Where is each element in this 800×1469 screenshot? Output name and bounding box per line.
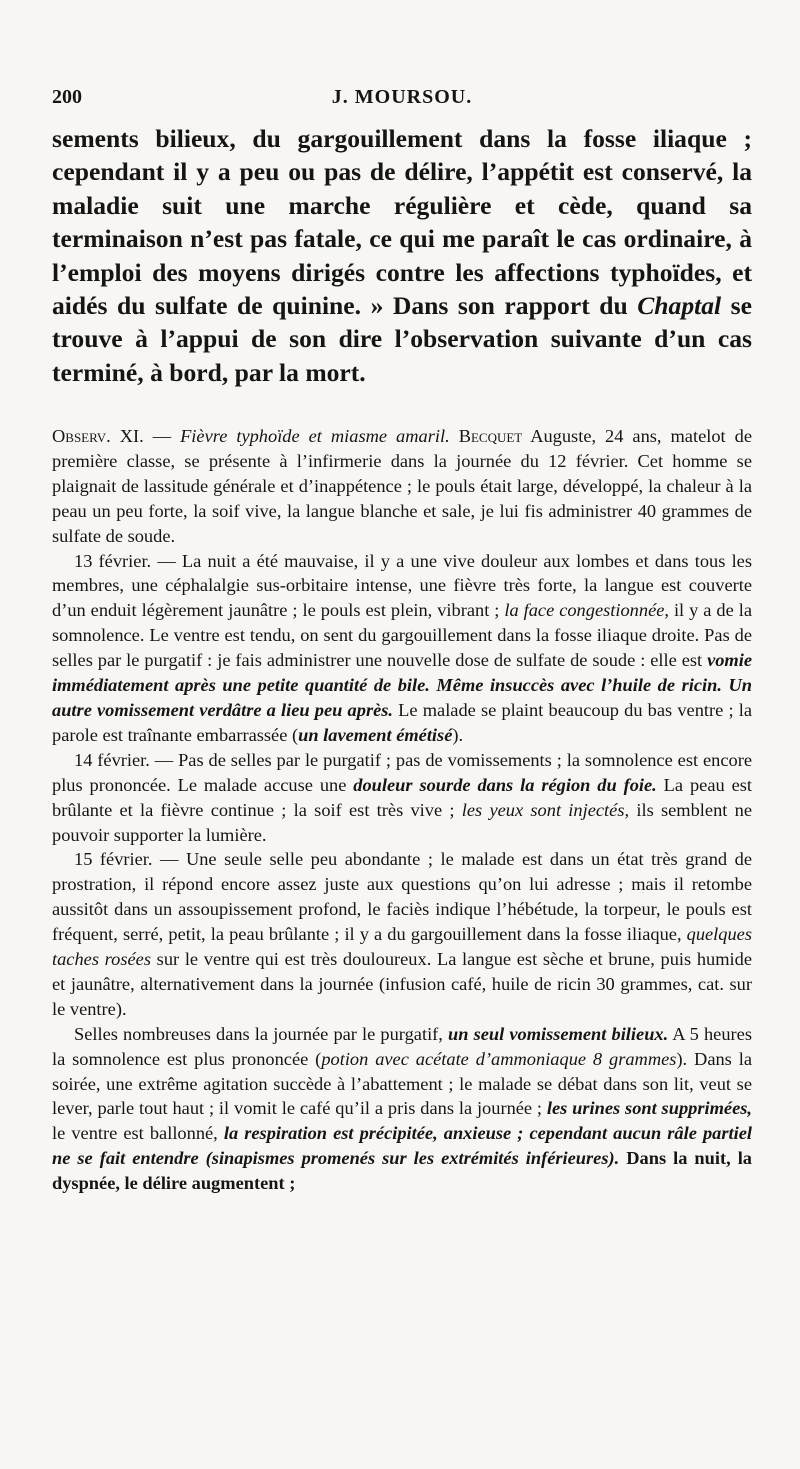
paragraph-text: Selles nombreuses dans la journée par le purgatif, (74, 1023, 449, 1044)
paragraph-text: 13 février. — La nuit a été mauvaise, il y a une vive douleur aux lombes et dans tous les membres, une céphalalgie sus-orbitaire intense, une fièvre très forte, la langue est couverte d’un enduit légèrement jaunâtre ; le pouls est plein, vibrant ; (52, 550, 752, 621)
paragraph-text: ils semblent ne pouvoir supporter la lumière. (52, 799, 752, 845)
observation-label: Observ. XI. (52, 426, 144, 446)
paragraph-text: sur le ventre qui est très douloureux. La langue est sèche et brune, puis humide et jaunâtre, alternativement dans la journée (infusion café, huile de ricin 30 grammes, cat. sur le ventre). (52, 949, 752, 1019)
patient-name: Becquet (458, 426, 523, 446)
running-title: J. MOURSOU. (331, 86, 473, 108)
paragraph-text: A 5 heures la somnolence est plus prononcée ( (52, 1023, 752, 1069)
paragraph-text: Auguste, 24 ans, matelot de première classe, se présente à l’infirmerie dans la journée du 12 février. Cet homme se plaignait de lassitude générale et d’inappétence ; le pouls était large, développé, la chaleur à la peau un peu forte, la soif vive, la langue blanche et sale, je lui fis administrer 40 grammes de sulfate de soude. (52, 426, 752, 546)
paragraph-text: La peau est brûlante et la fièvre continue ; la soif est très vive ; (52, 774, 753, 820)
italic-text: un seul vomissement bilieux. (448, 1023, 669, 1044)
intro-text-end: se trouve à l’appui de son dire l’observation suivante d’un cas terminé, à bord, par la mort. (52, 291, 753, 387)
italic-text: la respiration est précipitée, anxieuse ; cependant aucun râle partiel ne se fait entendre (sinapismes promenés sur les extrémités inférieures). (52, 1123, 753, 1169)
italic-text: les yeux sont injectés, (461, 799, 630, 820)
paragraph-text: 15 février. — Une seule selle peu abondante ; le malade est dans un état très grand de prostration, il répond encore assez juste aux questions qu’on lui adresse ; mais il retombe aussitôt dans un assoupissement profond, le faciès indique l’hébétude, la torpeur, le pouls est fréquent, serré, petit, la peau brûlante ; il y a du gargouillement dans la fosse iliaque, (52, 849, 752, 945)
observation-paragraph-4 (52, 847, 752, 1021)
paragraph-text: Dans la nuit, la dyspnée, le délire augmentent ; (52, 1148, 753, 1194)
paragraph-text: le ventre est ballonné, (52, 1123, 224, 1144)
italic-text: un lavement émétisé (298, 724, 453, 745)
italic-text: potion avec acétate d’ammoniaque 8 grammes (321, 1048, 677, 1069)
italic-text: quelques taches rosées (52, 924, 752, 970)
paragraph-text: , il y a de la somnolence. Le ventre est tendu, on sent du gargouillement dans la fosse iliaque droite. Pas de selles par le purgatif : je fais administrer une nouvelle dose de sulfate de soude : elle est (52, 600, 752, 671)
italic-text: douleur sourde dans la région du foie. (353, 774, 657, 795)
observation-paragraph-3 (52, 748, 752, 848)
observation-paragraph-2 (52, 549, 752, 748)
intro-paragraph (52, 122, 752, 389)
ship-name: Chaptal (637, 291, 722, 321)
italic-text: vomie immédiatement après une petite quantité de bile. Même insuccès avec l’huile de ricin. Un autre vomissement verdâtre a lieu peu après. (52, 650, 752, 720)
observation-title: Fièvre typhoïde et miasme amaril. (180, 426, 450, 446)
paragraph-text: ). Dans la soirée, une extrême agitation succède à l’abattement ; le malade se débat dans son lit, veut se lever, parle tout haut ; il vomit le café qu’il a pris dans la journée ; (52, 1048, 752, 1119)
italic-text: les urines sont supprimées, (546, 1098, 752, 1119)
observation-dash: — (143, 426, 181, 446)
paragraph-text: ). (452, 724, 464, 745)
paragraph-text: 14 février. — Pas de selles par le purgatif ; pas de vomissements ; la somnolence est encore plus prononcée. Le malade accuse une (52, 749, 752, 795)
observation-block (52, 424, 752, 1196)
italic-text: la face congestionnée (504, 600, 665, 621)
observation-paragraph-5 (52, 1022, 752, 1196)
paragraph-text: Le malade se plaint beaucoup du bas ventre ; la parole est traînante embarrassée ( (52, 699, 752, 745)
intro-text: sements bilieux, du gargouillement dans la fosse iliaque ; cependant il y a peu ou pas de délire, l’appétit est conservé, la maladie suit une marche régulière et cède, quand sa terminaison n’est pas fatale, ce qui me paraît le cas ordinaire, à l’emploi des moyens dirigés contre les affections typhoïdes, et aidés du sulfate de quinine. » Dans son rapport du (52, 124, 752, 321)
page-number: 200 (52, 86, 82, 108)
page-header (52, 86, 752, 114)
observation-paragraph-1 (52, 424, 752, 549)
